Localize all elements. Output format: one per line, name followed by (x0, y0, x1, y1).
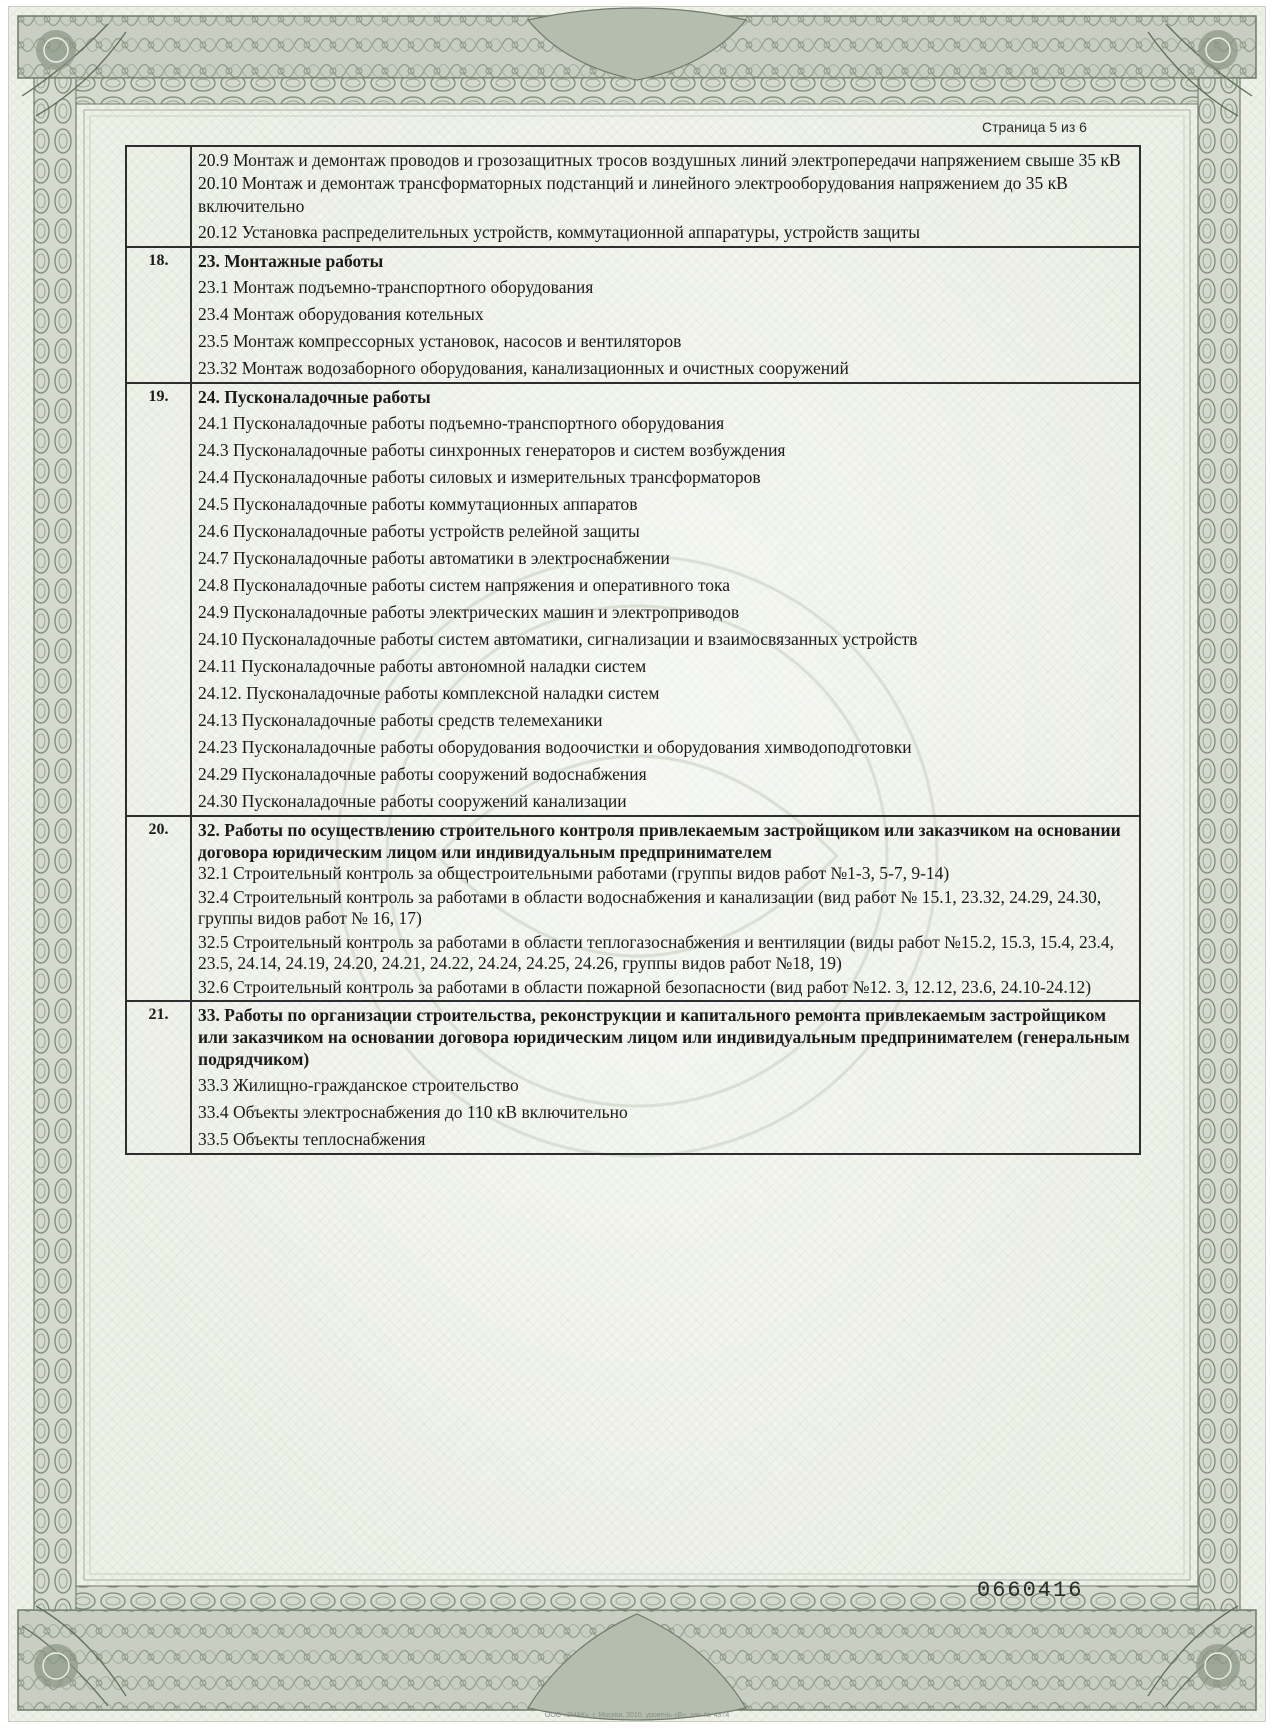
work-item: 23.1 Монтаж подъемно-транспортного оборудования (198, 277, 594, 297)
table-row (126, 1001, 1140, 1154)
row-number: 19. (126, 383, 191, 816)
page-number: Страница 5 из 6 (982, 119, 1087, 135)
table-row (126, 247, 1140, 383)
row-content (191, 1001, 1140, 1154)
work-item: 24.9 Пусконаладочные работы электрических машин и электроприводов (198, 602, 740, 622)
work-item: 24.1 Пусконаладочные работы подъемно-транспортного оборудования (198, 413, 725, 433)
work-item: 24.5 Пусконаладочные работы коммутационных аппаратов (198, 494, 638, 514)
work-item: 33.5 Объекты теплоснабжения (198, 1129, 426, 1149)
work-item: 24.29 Пусконаладочные работы сооружений водоснабжения (198, 764, 647, 784)
work-item: 24.11 Пусконаладочные работы автономной наладки систем (198, 656, 647, 676)
row-number: 20. (126, 816, 191, 1001)
table-row (126, 816, 1140, 1001)
work-item: 24.8 Пусконаладочные работы систем напряжения и оперативного тока (198, 575, 731, 595)
works-table (125, 145, 1141, 1155)
row-content (191, 247, 1140, 383)
work-item: 20.9 Монтаж и демонтаж проводов и грозозащитных тросов воздушных линий электропередачи напряжением свыше 35 кВ (198, 150, 1121, 170)
work-item: 24.23 Пусконаладочные работы оборудования водоочистки и оборудования химводоподготовки (198, 737, 912, 757)
work-item: 23.4 Монтаж оборудования котельных (198, 304, 484, 324)
serial-number: 0660416 (977, 1578, 1084, 1603)
row-number: 21. (126, 1001, 191, 1154)
work-item: 24.6 Пусконаладочные работы устройств релейной защиты (198, 521, 640, 541)
work-item: 24.3 Пусконаладочные работы синхронных генераторов и систем возбуждения (198, 440, 786, 460)
work-item: 24.10 Пусконаладочные работы систем автоматики, сигнализации и взаимосвязанных устройств (198, 629, 918, 649)
group-heading: 33. Работы по организации строительства, реконструкции и капитального ремонта привлекаемым застройщиком или заказчиком на основании договора юридическим лицом или индивидуальным предпринимателем (генеральным подрядчиком) (198, 1005, 1130, 1069)
work-item: 32.5 Строительный контроль за работами в области теплогазоснабжения и вентиляции (виды работ №15.2, 15.3, 15.4, 23.4, 23.5, 24.14, 24.19, 24.20, 24.21, 24.22, 24.24, 24.25, 24.26, группы видов работ №18, 19) (198, 932, 1114, 973)
work-item: 24.7 Пусконаладочные работы автоматики в электроснабжении (198, 548, 670, 568)
work-item: 32.6 Строительный контроль за работами в области пожарной безопасности (вид работ №12. 3, 12.12, 23.6, 24.10-24.12) (198, 977, 1092, 997)
work-item: 24.13 Пусконаладочные работы средств телемеханики (198, 710, 603, 730)
work-item: 24.12. Пусконаладочные работы комплексной наладки систем (198, 683, 660, 703)
group-heading: 24. Пусконаладочные работы (198, 387, 431, 407)
work-item: 32.4 Строительный контроль за работами в области водоснабжения и канализации (вид работ № 15.1, 23.32, 24.29, 24.30, группы видов работ № 16, 17) (198, 887, 1102, 928)
work-item: 24.30 Пусконаладочные работы сооружений канализации (198, 791, 627, 811)
work-item: 32.1 Строительный контроль за общестроительными работами (группы видов работ №1-3, 5-7, 9-14) (198, 863, 950, 883)
row-content (191, 146, 1140, 247)
work-item: 23.5 Монтаж компрессорных установок, насосов и вентиляторов (198, 331, 682, 351)
work-item: 20.12 Установка распределительных устройств, коммутационной аппаратуры, устройств защиты (198, 222, 920, 242)
row-content (191, 816, 1140, 1001)
work-item: 24.4 Пусконаладочные работы силовых и измерительных трансформаторов (198, 467, 761, 487)
table-row (126, 146, 1140, 247)
work-item: 23.32 Монтаж водозаборного оборудования, канализационных и очистных сооружений (198, 358, 849, 378)
certificate-sheet (8, 6, 1266, 1722)
table-row (126, 383, 1140, 816)
group-heading: 32. Работы по осуществлению строительного контроля привлекаемым застройщиком или заказчиком на основании договора юридическим лицом или индивидуальным предпринимателем (198, 820, 1121, 862)
printer-imprint: ООО «ЗНАК», г. Москва, 2010, уровень «В», зак. № 4374 (544, 1712, 730, 1719)
row-content (191, 383, 1140, 816)
row-number (126, 146, 191, 247)
row-number: 18. (126, 247, 191, 383)
work-item: 33.4 Объекты электроснабжения до 110 кВ включительно (198, 1102, 628, 1122)
work-item: 20.10 Монтаж и демонтаж трансформаторных подстанций и линейного электрооборудования напряжением до 35 кВ включительно (198, 173, 1068, 216)
group-heading: 23. Монтажные работы (198, 251, 384, 271)
work-item: 33.3 Жилищно-гражданское строительство (198, 1075, 519, 1095)
